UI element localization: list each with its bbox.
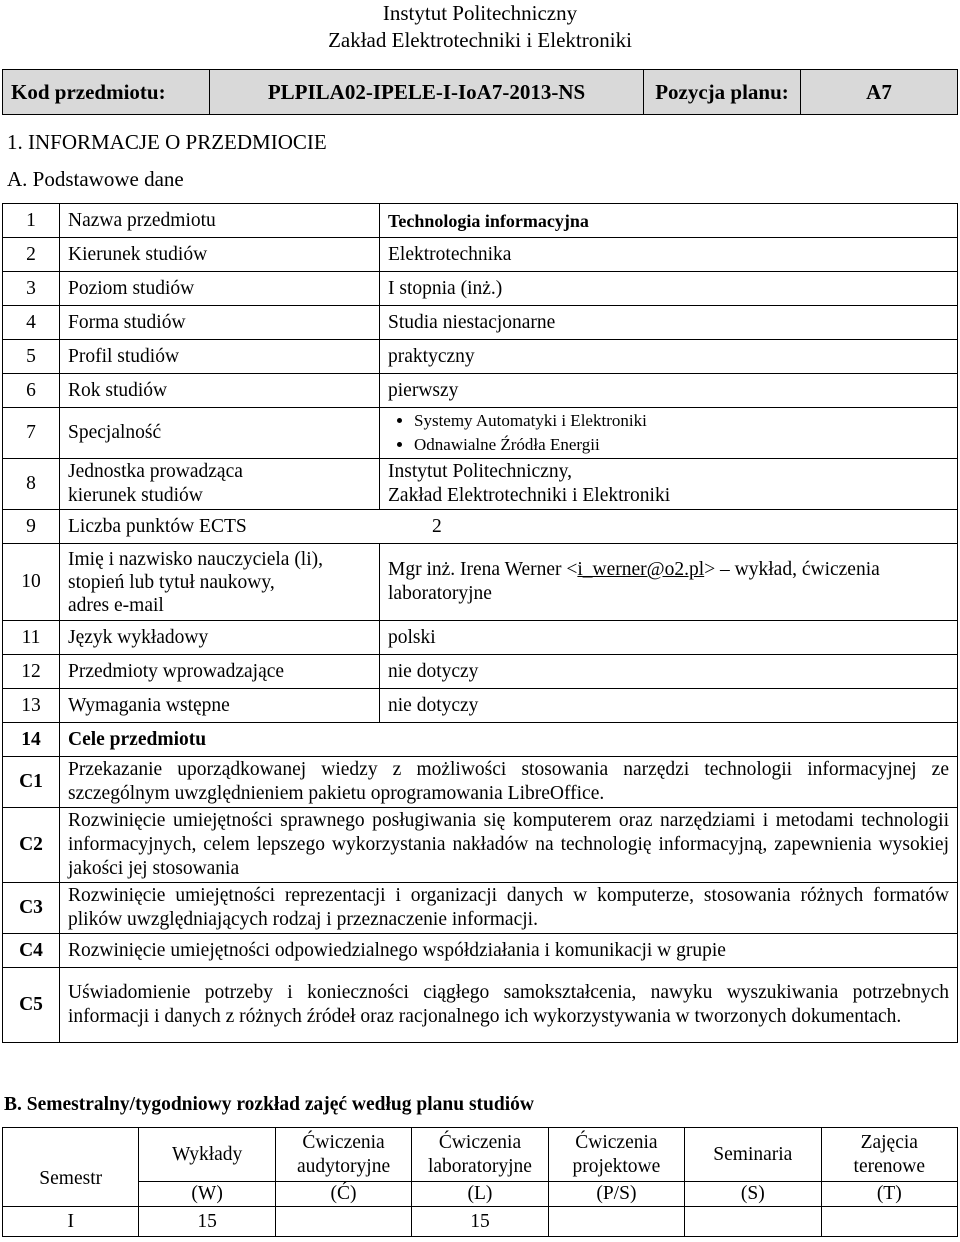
table-row — [3, 510, 958, 544]
goal-text: Rozwinięcie umiejętności reprezentacji i organizacji danych w komputerze, stosowania różnych formatów plików uwzględniających rodzaj i przeznaczenie informacji. — [60, 883, 958, 934]
column-header — [685, 1128, 821, 1182]
teacher-role: > – wykład, ćwiczenia laboratoryjne — [388, 559, 880, 604]
row-value: Elektrotechnika — [380, 238, 958, 272]
goals-number: 14 — [3, 723, 60, 757]
column-abbr: (P/S) — [548, 1182, 684, 1207]
table-row — [3, 621, 958, 655]
hours-cell — [275, 1207, 411, 1237]
table-row — [3, 655, 958, 689]
teacher-name: Mgr inż. Irena Werner < — [388, 559, 578, 580]
column-abbr: (T) — [821, 1182, 957, 1207]
row-number: 13 — [3, 689, 60, 723]
specialization-list-cell — [380, 408, 958, 459]
section-1-title: 1. INFORMACJE O PRZEDMIOCIE — [7, 130, 327, 154]
hours-cell — [548, 1207, 684, 1237]
column-name: Zajęcia — [860, 1131, 918, 1153]
row-label: Wymagania wstępne — [60, 689, 380, 723]
goal-row — [3, 934, 958, 968]
goals-header-row — [3, 723, 958, 757]
table-row — [3, 272, 958, 306]
table-row — [3, 340, 958, 374]
hours-cell — [821, 1207, 957, 1237]
section-b-title: B. Semestralny/tygodniowy rozkład zajęć według planu studiów — [4, 1094, 534, 1115]
row-label: Poziom studiów — [60, 272, 380, 306]
column-name: audytoryjne — [296, 1155, 391, 1177]
column-abbr: (S) — [685, 1182, 821, 1207]
row-number: 5 — [3, 340, 60, 374]
code-label: Kod przedmiotu: — [3, 70, 210, 115]
row-number: 6 — [3, 374, 60, 408]
specialization-item: • Systemy Automatyki i Elektroniki — [414, 409, 957, 433]
course-code-table — [2, 69, 958, 115]
course-name: Technologia informacyjna — [380, 204, 958, 238]
label-line: adres e-mail — [68, 594, 164, 616]
table-row — [3, 374, 958, 408]
column-abbr: (Ć) — [275, 1182, 411, 1207]
goal-code: C2 — [3, 808, 60, 883]
row-number: 10 — [3, 544, 60, 621]
schedule-table — [2, 1127, 958, 1237]
row-number: 1 — [3, 204, 60, 238]
table-row — [3, 238, 958, 272]
hours-cell — [685, 1207, 821, 1237]
table-row — [3, 306, 958, 340]
column-header — [548, 1128, 684, 1182]
goal-row — [3, 968, 958, 1043]
row-label — [60, 459, 380, 510]
row-value: Studia niestacjonarne — [380, 306, 958, 340]
table-row — [3, 544, 958, 621]
row-label: Przedmioty wprowadzające — [60, 655, 380, 689]
column-name: laboratoryjne — [427, 1155, 532, 1177]
row-value: nie dotyczy — [380, 689, 958, 723]
hours-cell: 15 — [139, 1207, 275, 1237]
row-label: Rok studiów — [60, 374, 380, 408]
table-row — [3, 459, 958, 510]
schedule-row — [3, 1207, 958, 1237]
row-value: pierwszy — [380, 374, 958, 408]
row-value: nie dotyczy — [380, 655, 958, 689]
row-value: I stopnia (inż.) — [380, 272, 958, 306]
column-header — [139, 1128, 275, 1182]
row-number: 12 — [3, 655, 60, 689]
table-row — [3, 408, 958, 459]
goal-text: Przekazanie uporządkowanej wiedzy z możliwości stosowania narzędzi technologii informacyjnej ze szczególnym uwzględnieniem pakietu oprogramowania LibreOffice. — [60, 757, 958, 808]
goal-row — [3, 757, 958, 808]
section-a-title: A. Podstawowe dane — [7, 167, 184, 191]
row-number: 7 — [3, 408, 60, 459]
goals-title: Cele przedmiotu — [60, 723, 958, 757]
goal-text: Uświadomienie potrzeby i konieczności ciągłego samokształcenia, nawyku wyszukiwania potrzebnych informacji i danych z różnych źródeł oraz racjonalnego ich wykorzystywania w tworzonych dokumentach. — [60, 968, 958, 1043]
teacher-email-link[interactable]: i_werner@o2.pl — [577, 559, 705, 580]
hours-cell: 15 — [412, 1207, 548, 1237]
code-value: PLPILA02-IPELE-I-IoA7-2013-NS — [210, 70, 644, 115]
column-name: Ćwiczenia — [302, 1131, 385, 1153]
row-value — [380, 459, 958, 510]
table-row — [3, 689, 958, 723]
department-name: Zakład Elektrotechniki i Elektroniki — [328, 28, 632, 52]
semester-cell: I — [3, 1207, 139, 1237]
ects-label: Liczba punktów ECTS — [68, 515, 247, 537]
goal-code: C5 — [3, 968, 60, 1043]
row-label: Nazwa przedmiotu — [60, 204, 380, 238]
goal-row — [3, 883, 958, 934]
schedule-abbr-row — [3, 1182, 958, 1207]
table-row — [3, 204, 958, 238]
row-label: Forma studiów — [60, 306, 380, 340]
row-value: polski — [380, 621, 958, 655]
position-value: A7 — [801, 70, 958, 115]
row-number: 2 — [3, 238, 60, 272]
column-abbr: (L) — [412, 1182, 548, 1207]
goal-code: C3 — [3, 883, 60, 934]
column-abbr: (W) — [139, 1182, 275, 1207]
label-line: stopień lub tytuł naukowy, — [68, 571, 275, 593]
goal-text: Rozwinięcie umiejętności odpowiedzialnego współdziałania i komunikacji w grupie — [60, 934, 958, 968]
row-value: praktyczny — [380, 340, 958, 374]
value-line: Zakład Elektrotechniki i Elektroniki — [388, 485, 671, 506]
column-name: Ćwiczenia — [438, 1131, 522, 1153]
column-name: projektowe — [572, 1155, 661, 1177]
row-label — [60, 510, 958, 544]
position-label: Pozycja planu: — [644, 70, 801, 115]
goal-code: C4 — [3, 934, 60, 968]
label-line: Imię i nazwisko nauczyciela (li), — [68, 548, 324, 570]
row-number: 3 — [3, 272, 60, 306]
column-name: Seminaria — [713, 1143, 793, 1165]
column-name: Wykłady — [171, 1143, 243, 1165]
schedule-header-row — [3, 1128, 958, 1182]
ects-value: 2 — [431, 515, 442, 537]
column-header — [412, 1128, 548, 1182]
row-number: 4 — [3, 306, 60, 340]
row-label: Profil studiów — [60, 340, 380, 374]
row-label: Język wykładowy — [60, 621, 380, 655]
semester-header: Semestr — [3, 1128, 139, 1207]
column-header — [275, 1128, 411, 1182]
institute-name: Instytut Politechniczny — [382, 1, 578, 25]
row-number: 9 — [3, 510, 60, 544]
row-number: 8 — [3, 459, 60, 510]
row-label: Kierunek studiów — [60, 238, 380, 272]
basic-data-table — [2, 203, 958, 1043]
goal-text: Rozwinięcie umiejętności sprawnego posługiwania się komputerem oraz narzędziami i metodami technologii informacyjnych, celem lepszego wykorzystania nakładów na technologię informacyjną, zapewnienia wysokiej jakości jej stosowania — [60, 808, 958, 883]
goal-row — [3, 808, 958, 883]
row-number: 11 — [3, 621, 60, 655]
specialization-list — [380, 409, 957, 457]
label-line: Jednostka prowadząca — [68, 461, 243, 482]
row-label — [60, 544, 380, 621]
column-header — [821, 1128, 957, 1182]
column-name: terenowe — [853, 1155, 925, 1177]
teacher-value — [380, 544, 958, 621]
label-line: kierunek studiów — [68, 485, 203, 506]
goal-code: C1 — [3, 757, 60, 808]
row-label: Specjalność — [60, 408, 380, 459]
column-name: Ćwiczenia — [575, 1131, 658, 1153]
value-line: Instytut Politechniczny, — [388, 461, 572, 482]
specialization-item: • Odnawialne Źródła Energii — [414, 433, 957, 457]
